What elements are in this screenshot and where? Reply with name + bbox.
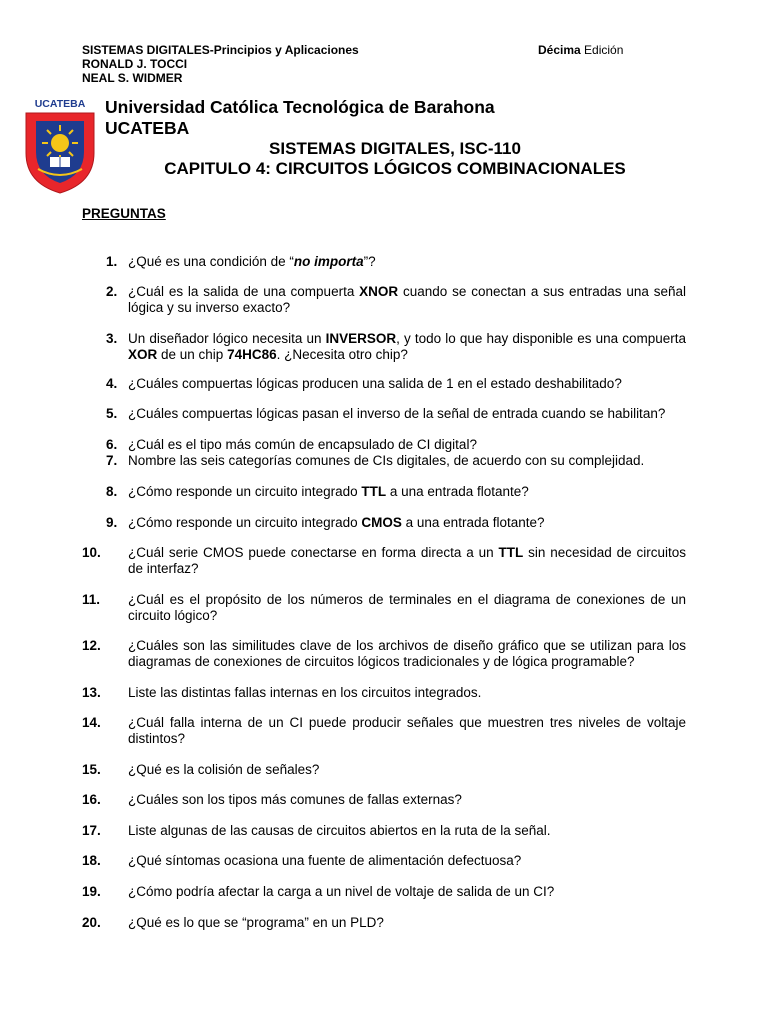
university-block	[105, 97, 495, 139]
text-segment: a una entrada flotante?	[386, 484, 529, 499]
question-number: 8.	[106, 484, 118, 499]
book-title: SISTEMAS DIGITALES-Principios y Aplicaciones	[82, 43, 359, 57]
question-text: ¿Qué es lo que se “programa” en un PLD?	[128, 915, 384, 930]
question-item	[82, 884, 686, 900]
question-number: 1.	[106, 254, 118, 269]
text-segment: Un diseñador lógico necesita un	[128, 331, 326, 346]
question-number: 2.	[106, 284, 118, 299]
question-item	[82, 437, 686, 453]
text-segment: a una entrada flotante?	[401, 515, 545, 530]
emphasis-term: no importa	[293, 254, 364, 269]
text-segment: de un chip	[157, 347, 228, 362]
question-text: ¿Cuáles son los tipos más comunes de fallas externas?	[128, 792, 462, 807]
question-number: 10.	[82, 545, 101, 560]
chapter-title: CAPITULO 4: CIRCUITOS LÓGICOS COMBINACIONALES	[164, 159, 626, 178]
bold-term: XNOR	[359, 284, 399, 299]
question-item	[82, 915, 686, 931]
edition	[538, 43, 623, 57]
question-text	[128, 545, 686, 577]
edition-number: Décima	[538, 43, 581, 57]
bold-term: TTL	[498, 545, 524, 560]
question-text: ¿Cómo podría afectar la carga a un nivel de voltaje de salida de un CI?	[128, 884, 555, 899]
question-number: 11.	[82, 592, 101, 607]
question-text	[128, 284, 686, 316]
question-number: 12.	[82, 638, 101, 653]
question-number: 17.	[82, 823, 101, 838]
question-item	[82, 484, 686, 500]
question-number: 15.	[82, 762, 101, 777]
university-acronym: UCATEBA	[105, 118, 190, 138]
question-number: 3.	[106, 331, 118, 346]
bold-term: XOR	[128, 347, 158, 362]
question-item	[82, 376, 686, 392]
question-text: ¿Qué es la colisión de señales?	[128, 762, 320, 777]
question-item	[82, 762, 686, 778]
question-number: 7.	[106, 453, 118, 468]
question-item	[82, 515, 686, 531]
question-text: ¿Cuáles compuertas lógicas producen una salida de 1 en el estado deshabilitado?	[128, 376, 622, 391]
book-header	[82, 43, 359, 85]
question-item	[82, 853, 686, 869]
bold-term: 74HC86	[227, 347, 277, 362]
question-number: 16.	[82, 792, 101, 807]
course-title: SISTEMAS DIGITALES, ISC-110	[269, 139, 521, 158]
question-item	[82, 284, 686, 316]
section-label: PREGUNTAS	[82, 206, 166, 221]
question-text: Liste algunas de las causas de circuitos abiertos en la ruta de la señal.	[128, 823, 551, 838]
question-item	[82, 792, 686, 808]
question-text	[128, 254, 686, 270]
shield-emblem-icon	[20, 97, 100, 195]
question-item	[82, 592, 686, 624]
question-number: 9.	[106, 515, 118, 530]
text-segment: cuando se conectan a sus entradas una señal lógica y su inverso exacto?	[128, 284, 686, 315]
text-segment: ¿Cómo responde un circuito integrado	[128, 515, 362, 530]
question-item	[82, 685, 686, 701]
author-1: RONALD J. TOCCI	[82, 57, 188, 71]
question-item	[82, 406, 686, 422]
question-text: ¿Cuáles son las similitudes clave de los archivos de diseño gráfico que se utilizan para los diagramas de conexiones de circuitos lógicos tradicionales y de lógica programable?	[128, 638, 686, 669]
question-item	[82, 545, 686, 577]
university-logo	[20, 97, 100, 195]
bold-term: INVERSOR	[325, 331, 397, 346]
logo-acronym: UCATEBA	[34, 98, 86, 110]
author-2: NEAL S. WIDMER	[82, 71, 183, 85]
question-text	[128, 484, 686, 500]
question-number: 14.	[82, 715, 101, 730]
question-number: 20.	[82, 915, 101, 930]
question-item	[82, 254, 686, 270]
question-text: ¿Cuál falla interna de un CI puede producir señales que muestren tres niveles de voltaje distintos?	[128, 715, 686, 746]
question-item	[82, 331, 686, 363]
question-number: 13.	[82, 685, 101, 700]
question-item	[82, 638, 686, 670]
text-segment: ¿Qué es una condición de “	[128, 254, 294, 269]
text-segment: ¿Cómo responde un circuito integrado	[128, 484, 362, 499]
text-segment: ¿Cuál es la salida de una compuerta	[128, 284, 360, 299]
question-text: Nombre las seis categorías comunes de CIs digitales, de acuerdo con su complejidad.	[128, 453, 645, 468]
question-text: ¿Cuál es el tipo más común de encapsulado de CI digital?	[128, 437, 477, 452]
question-text: ¿Cuáles compuertas lógicas pasan el inverso de la señal de entrada cuando se habilitan?	[128, 406, 666, 421]
text-segment: sin necesidad de circuitos de interfaz?	[128, 545, 686, 576]
question-number: 4.	[106, 376, 118, 391]
question-item	[82, 823, 686, 839]
question-item	[82, 453, 686, 469]
university-name: Universidad Católica Tecnológica de Barahona	[105, 97, 495, 117]
text-segment: ¿Cuál serie CMOS puede conectarse en forma directa a un	[128, 545, 499, 560]
edition-label: Edición	[584, 43, 624, 57]
question-number: 5.	[106, 406, 118, 421]
text-segment: . ¿Necesita otro chip?	[276, 347, 408, 362]
question-item	[82, 715, 686, 747]
question-text: ¿Cuál es el propósito de los números de terminales en el diagrama de conexiones de un circuito lógico?	[128, 592, 686, 623]
question-number: 19.	[82, 884, 101, 899]
question-number: 6.	[106, 437, 118, 452]
question-text	[128, 515, 686, 531]
question-text	[128, 331, 686, 363]
bold-term: TTL	[361, 484, 387, 499]
question-text: ¿Qué síntomas ocasiona una fuente de alimentación defectuosa?	[128, 853, 522, 868]
text-segment: ”?	[363, 254, 376, 269]
bold-term: CMOS	[361, 515, 402, 530]
question-number: 18.	[82, 853, 101, 868]
question-text: Liste las distintas fallas internas en los circuitos integrados.	[128, 685, 482, 700]
text-segment: , y todo lo que hay disponible es una compuerta	[396, 331, 686, 346]
